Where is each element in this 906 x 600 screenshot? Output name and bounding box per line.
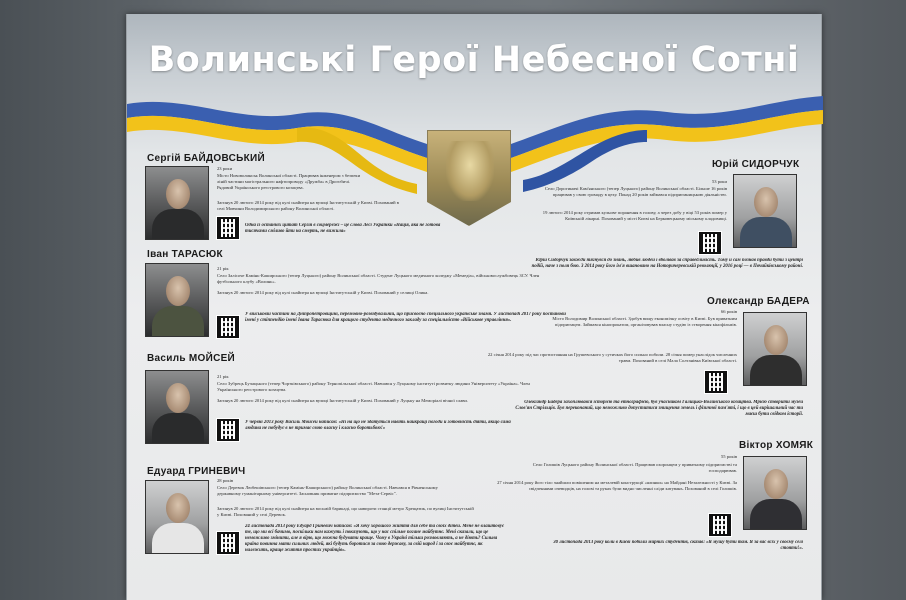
hero-photo-sydorchuk [733,174,797,248]
hero-photo-moisei [145,370,209,444]
hero-name-hrynevych: Едуард ГРИНЕВИЧ [147,466,246,477]
memorial-board [126,14,822,600]
hero-quote-badera: Олександр Бадера захоплювався історією та етнографією, був учасником Галицько-Волинського козацтва. Мрією створити музей Слов'ян Стрільців. Був переконаний, що неможливо допуститися знищення земель і фізичної пам'яті, і що в цей вирішальний час ти маєш бути свідком історії. [515,400,803,417]
hero-quote-baidovsky: Одна із останніх цитат Сергія в соцмережі – це слова Лесі Українки «Нація, яка не готова тисячами сміливо йти на смерть, не вижила» [245,223,441,234]
hero-quote-moisei: У червні 2013 року Василь Мойсей написав: «Ні на що не здатуться навіть найкращі погоди й готовність діяти, якщо сама людина не побудує в не тримає свою власну і класно боротьбою!» [245,420,511,431]
hero-age-hrynevych: 28 років [217,478,234,483]
hero-photo-hrynevych [145,480,209,554]
qr-code-baidovsky [217,217,239,239]
qr-code-moisei [217,419,239,441]
hero-death-badera: 22 січня 2014 року під час протистояння на Грушевського у сутичках його сильно побили. 28 січня помер унаслідок численних травм. Похований в селі Мала Солтанівка Київської області. [487,352,737,363]
hero-name-badera: Олександр БАДЕРА [707,296,810,307]
hero-bio-tarasiuk: Село Залісоче Камінь-Каширського (тепер Луцького) району Волинської області. Студент Луцького медичного коледжу «Мемедіа», військовослужбовець ЗСУ. Член футбольного клубу «Волинь». [217,273,540,284]
hero-name-khomiak: Віктор ХОМЯК [739,440,814,451]
hero-death-moisei: Загинув 20 лютого 2014 року від кулі снайпера на вулиці Інститутській у Києві. Похований у Луцьку на Меморіалі вічної слави. [217,398,469,403]
qr-code-sydorchuk [699,232,721,254]
hero-name-moisei: Василь МОЙСЕЙ [147,353,236,364]
hero-age-moisei: 21 рік [217,374,229,379]
hero-quote-hrynevych: 24 листопада 2013 року Едуард Гриневич написав: «Я хочу хорошого життя для себе та своїх дітей. Мене не влаштовує те, що ми всі бачимо, поскільки нам кажуть і показують, що у нас спільне погане майбутнє. Мені сказали, що це неможливо змінити, але я вірю, що можна будувати краще. Чому в Україні тільки розмовляють, а не діють? Сильна країна повинна мати сильних людей, які будуть боротися за свою державу, за свій народ і за своє майбутнє, як належить, краще життя простих українців». [245,524,504,553]
board-title: Волинські Герої Небесної Сотні [148,40,800,80]
hero-name-sydorchuk: Юрій СИДОРЧУК [712,159,800,170]
hero-bio-hrynevych: Село Деревок Любешівського (тепер Камінь-Каширського) району Волинської області. Навчався в Рівненському державному гуманітарному університеті. Засновник приватне підприємство "Мета-Сервіс". [217,485,438,496]
qr-code-tarasiuk [217,316,239,338]
hero-bio-moisei: Село Зубрець Бучацького (тепер Чортківського) району Тернопільської області. Навчався у Луцькому інституті розвитку людини Університету «Україна». Член Українського реєстрового козацтва. [217,381,530,392]
hero-bio-badera: Місто Володимир Волинської області. Здобув вищу економічну освіту в Києві. Був приватним підприємцем. Займався кінопрокатом, організовував власну студію із створення кінофільмів. [552,316,737,327]
hero-age-badera: 66 років [720,309,737,314]
hero-bio-baidovsky: Місто Нововолинськ Волинської області. Працював інженером з безпеки ліній частини магістрального нафтопроводу «Дружба» в Дрогобичі. Рядовий Українського реєстрового козацтва. [217,173,361,190]
hero-quote-sydorchuk: Юрій Сидорчук завжди тягнувся до знань, любив людей і вболівав за справедливість. Тому й сам познав правди бути з центрі подій, наче з поля бою. 3 2014 року його ім'я вшановано на Ноторичеревській революції, у 2016 році — в Почайківському районі. [531,258,803,269]
hero-death-khomiak: 27 січня 2014 року його тіло знайшли повішеним на металевій конструкції «ялинки» на Майдані Незалежності у Києві. За свідченнями очевидців, на голові та руках були видно численні сліди катувань. Похований в селі Голишів. [497,480,737,491]
hero-quote-tarasiuk: У військовій частині на Дніпропетровщині, перемовно-розвідувальній, що присвоєно спеціального українське знамя. У листопаді 2017 року постанови імені у стіппендію імені Івана Тарасюка для кращого студента медичного закладу за спеціальністю «Військове управління». [245,312,566,323]
memorial-emblem [427,130,511,226]
hero-bio-sydorchuk: Село Дорогиничі Кам'янського (тепер Луцького) району Волинської області. Більше 16 років працював у свою громаду в цеху. Понад 20 років займався підприємницькою діяльністю. [544,186,727,197]
hero-death-hrynevych: Загинув 20 лютого 2014 року від кулі снайпера на восьмій барикаді, що навпроти станції метро Хрещатик, по вулиці Інститутській у Києві. Похований у селі Деревок. [217,506,474,517]
hero-photo-baidovsky [145,166,209,240]
qr-code-khomiak [709,514,731,536]
hero-photo-badera [743,312,807,386]
hero-death-tarasiuk: Загинув 20 лютого 2014 року від кулі снайпера на вулиці Інститутській у Києві. Похований у селищі Олика. [217,290,429,295]
hero-photo-khomiak [743,456,807,530]
hero-name-baidovsky: Сергій БАЙДОВСЬКИЙ [147,153,266,164]
qr-code-hrynevych [217,532,239,554]
hero-age-baidovsky: 23 роки [217,166,233,171]
hero-quote-khomiak: 30 листопада 2013 року коли в Києві побили мирних студентів, сказав: «Я мушу бути там. Я за вас всіх у своєму селі стояти!». [553,540,803,551]
hero-age-tarasiuk: 21 рік [217,266,229,271]
hero-bio-khomiak: Село Голишів Луцького району Волинської області. Працював охоронцем у приватному підприємстві та господарював. [532,462,737,473]
hero-name-tarasiuk: Іван ТАРАСЮК [147,249,223,260]
hero-age-sydorchuk: 53 роки [711,179,727,184]
qr-code-badera [705,371,727,393]
hero-age-khomiak: 55 років [720,454,737,459]
hero-photo-tarasiuk [145,263,209,337]
hero-death-sydorchuk: 19 лютого 2014 року отримав кульове поранення в голову, а через добу у віці 53 років помер у Київській лікарні. Похований у місті Києві на Берковецькому міському кладовищі. [542,210,727,221]
hero-death-baidovsky: Загинув 20 лютого 2014 року від кулі снайпера на вулиці Інститутській у Києві. Похований в селі Мовчини Володимирського району Волинської області. [217,200,399,211]
